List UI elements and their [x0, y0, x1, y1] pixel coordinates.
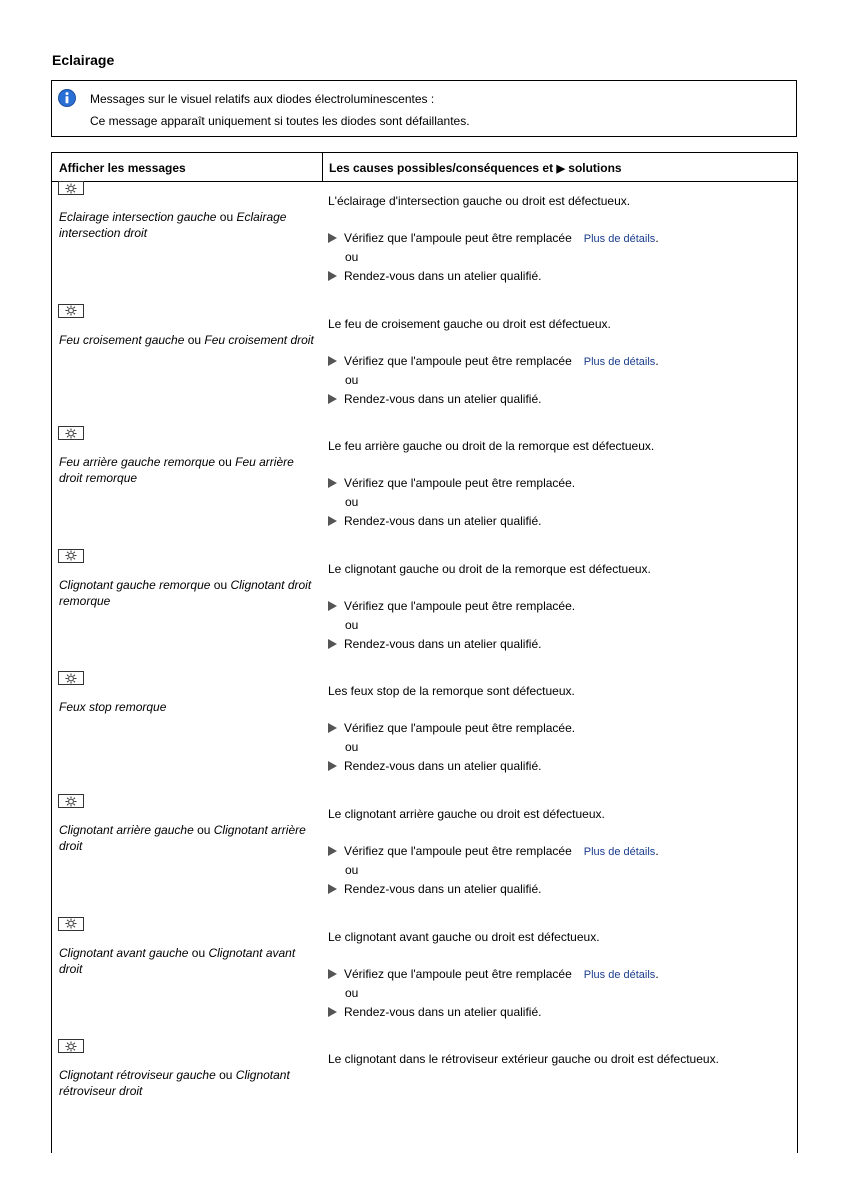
link-period: . — [655, 231, 659, 245]
header-arrow-icon: ▶ — [556, 163, 565, 175]
solution-workshop — [328, 759, 541, 773]
lamp-glyph — [64, 796, 78, 807]
info-text-1: Messages sur le visuel relatifs aux diodes électroluminescentes : — [90, 92, 435, 106]
lamp-glyph — [64, 183, 78, 194]
solution-text: Vérifiez que l'ampoule peut être remplacée. — [344, 721, 576, 736]
message-left: Clignotant rétroviseur gauche — [59, 1068, 216, 1083]
solution-text: Vérifiez que l'ampoule peut être remplacée. — [344, 476, 576, 491]
arrow-right-icon — [328, 601, 337, 611]
link-period: . — [655, 844, 659, 858]
or-text: ou — [345, 617, 359, 632]
message-left: Eclairage intersection gauche — [59, 210, 217, 224]
table-row — [52, 426, 797, 549]
message-or: ou — [188, 945, 209, 960]
or-text: ou — [345, 372, 359, 387]
solution-text: Rendez-vous dans un atelier qualifié. — [344, 636, 542, 651]
solution-text: Rendez-vous dans un atelier qualifié. — [344, 514, 542, 529]
page-title: Eclairage — [52, 52, 115, 68]
lamp-warning-icon — [58, 426, 84, 440]
column-divider — [322, 153, 323, 181]
lamp-warning-icon — [58, 671, 84, 685]
or-text: ou — [345, 863, 359, 877]
arrow-right-icon — [328, 356, 337, 366]
message-left: Clignotant arrière gauche — [59, 823, 194, 837]
cause-text: Le clignotant dans le rétroviseur extérieur gauche ou droit est défectueux. — [328, 1052, 719, 1067]
message-right: Clignotant arrière droit — [59, 823, 306, 853]
solution-text: Vérifiez que l'ampoule peut être remplacée — [344, 231, 572, 245]
cause-text: Les feux stop de la remorque sont défectueux. — [328, 684, 575, 699]
arrow-right-icon — [328, 846, 337, 856]
display-message — [59, 209, 319, 241]
arrow-right-icon — [328, 271, 337, 281]
lamp-glyph — [64, 428, 78, 439]
details-link[interactable]: Plus de détails — [583, 233, 656, 245]
solution-workshop — [328, 1005, 541, 1019]
arrow-right-icon — [328, 1007, 337, 1017]
message-left: Clignotant avant gauche — [59, 945, 189, 960]
lamp-glyph — [64, 550, 78, 561]
solution-workshop — [328, 637, 541, 651]
info-box — [51, 80, 797, 137]
message-right: Eclairage intersection droit — [59, 210, 287, 240]
solution-check-bulb — [328, 721, 575, 735]
lamp-warning-icon — [58, 794, 84, 808]
lamp-warning-icon — [58, 917, 84, 931]
cause-text: Le clignotant gauche ou droit de la remorque est défectueux. — [328, 561, 651, 576]
or-text: ou — [345, 985, 359, 1000]
arrow-right-icon — [328, 478, 337, 488]
solution-workshop — [328, 882, 541, 896]
cause-text: Le feu de croisement gauche ou droit est défectueux. — [328, 316, 611, 331]
lamp-warning-icon — [58, 1039, 84, 1053]
or-text: ou — [345, 250, 359, 264]
display-message — [59, 822, 319, 854]
cause-text: Le clignotant arrière gauche ou droit est défectueux. — [328, 807, 605, 821]
table-row — [52, 794, 797, 917]
arrow-right-icon — [328, 884, 337, 894]
lamp-warning-icon — [58, 181, 84, 195]
table-header — [52, 153, 797, 182]
or-text: ou — [345, 495, 359, 510]
arrow-right-icon — [328, 233, 337, 243]
cause-text: L'éclairage d'intersection gauche ou droit est défectueux. — [328, 194, 631, 208]
message-right: Clignotant droit remorque — [59, 577, 312, 608]
solution-check-bulb — [328, 599, 575, 613]
solution-text: Vérifiez que l'ampoule peut être remplacée — [344, 966, 572, 981]
lamp-glyph — [64, 673, 78, 684]
lamp-warning-icon — [58, 304, 84, 318]
table-row — [52, 1039, 797, 1162]
table-row — [52, 549, 797, 672]
solution-check-bulb — [328, 354, 659, 368]
message-left: Feux stop remorque — [59, 700, 167, 715]
details-link[interactable]: Plus de détails — [583, 968, 656, 981]
message-right: Clignotant rétroviseur droit — [59, 1068, 290, 1099]
arrow-right-icon — [328, 516, 337, 526]
or-text: ou — [345, 740, 359, 755]
column-header-causes — [329, 161, 622, 175]
message-left: Clignotant gauche remorque — [59, 577, 211, 592]
lamp-warning-icon — [58, 549, 84, 563]
message-right: Clignotant avant droit — [59, 945, 296, 976]
message-or: ou — [215, 1068, 236, 1083]
link-period: . — [655, 966, 659, 981]
table-row — [52, 671, 797, 794]
lamp-glyph — [64, 305, 78, 316]
message-or: ou — [184, 332, 205, 347]
solution-text: Vérifiez que l'ampoule peut être remplacée — [344, 844, 572, 858]
info-text-2: Ce message apparaît uniquement si toutes les diodes sont défaillantes. — [90, 114, 470, 128]
solution-workshop — [328, 392, 541, 406]
info-icon — [58, 89, 76, 107]
message-or: ou — [193, 823, 214, 837]
header-text-after: solutions — [568, 161, 622, 175]
message-left: Feu arrière gauche remorque — [59, 455, 216, 470]
solution-check-bulb — [328, 967, 659, 981]
details-link[interactable]: Plus de détails — [583, 355, 656, 368]
table-row — [52, 304, 797, 427]
display-message — [59, 1067, 319, 1099]
display-message — [59, 699, 319, 715]
solution-text: Vérifiez que l'ampoule peut être remplacée. — [344, 598, 576, 613]
solution-workshop — [328, 269, 541, 283]
solution-check-bulb — [328, 476, 575, 490]
table-row — [52, 917, 797, 1040]
solution-text: Rendez-vous dans un atelier qualifié. — [344, 391, 542, 406]
solution-text: Rendez-vous dans un atelier qualifié. — [344, 1004, 542, 1019]
solution-text: Rendez-vous dans un atelier qualifié. — [344, 759, 542, 774]
cause-text: Le feu arrière gauche ou droit de la remorque est défectueux. — [328, 439, 655, 454]
details-link[interactable]: Plus de détails — [583, 846, 656, 858]
display-message — [59, 577, 319, 609]
arrow-right-icon — [328, 394, 337, 404]
solution-workshop — [328, 514, 541, 528]
arrow-right-icon — [328, 969, 337, 979]
arrow-right-icon — [328, 761, 337, 771]
table-row — [52, 181, 797, 304]
solution-check-bulb — [328, 844, 659, 858]
message-or: ou — [215, 455, 236, 470]
arrow-right-icon — [328, 639, 337, 649]
arrow-right-icon — [328, 723, 337, 733]
lamp-glyph — [64, 918, 78, 929]
solution-text: Vérifiez que l'ampoule peut être remplacée — [344, 353, 572, 368]
column-header-messages: Afficher les messages — [59, 161, 186, 175]
link-period: . — [655, 353, 659, 368]
solution-text: Rendez-vous dans un atelier qualifié. — [344, 882, 542, 896]
messages-table — [51, 152, 798, 1153]
solution-text: Rendez-vous dans un atelier qualifié. — [344, 269, 542, 283]
cause-text: Le clignotant avant gauche ou droit est défectueux. — [328, 929, 600, 944]
message-left: Feu croisement gauche — [59, 332, 185, 347]
solution-check-bulb — [328, 231, 659, 245]
display-message — [59, 332, 319, 348]
display-message — [59, 945, 319, 977]
lamp-glyph — [64, 1041, 78, 1052]
display-message — [59, 454, 319, 486]
header-text-before: Les causes possibles/conséquences et — [329, 161, 554, 175]
message-right: Feu arrière droit remorque — [59, 455, 294, 486]
message-right: Feu croisement droit — [204, 332, 314, 347]
message-or: ou — [216, 210, 237, 224]
message-or: ou — [210, 577, 231, 592]
